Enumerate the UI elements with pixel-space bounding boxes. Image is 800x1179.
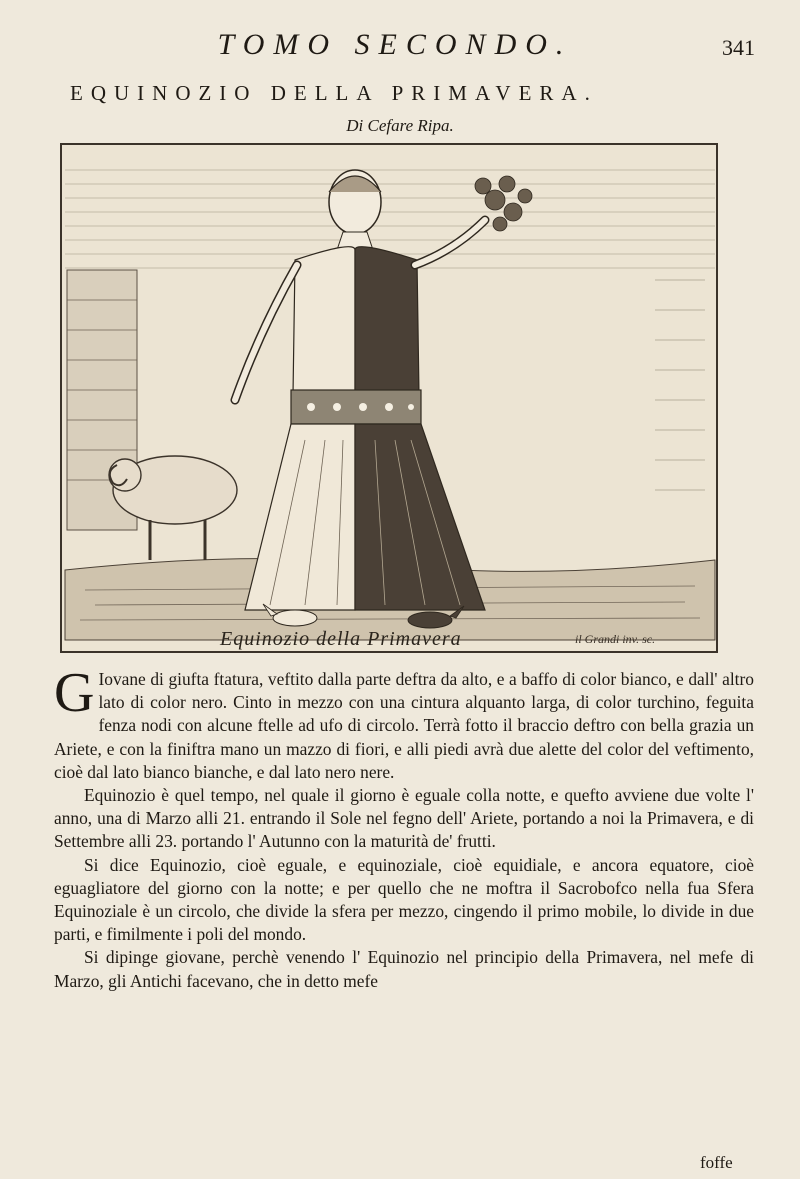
paragraph-1: [54, 662, 754, 784]
paragraph-1-text: Iovane di giufta ftatura, veftito dalla parte deftra da alto, e a baffo di color bianco, e dall' altro lato di color nero. Cinto in mezzo con una cintura alquanto larga, di color turchino, feguita fenza nodi con alcune ftelle ad ufo di circolo. Terrà fotto il braccio deftro con bella grazia un Ariete, e con la finiftra mano un mazzo di fiori, e alli piedi avrà due alette del color del veftimento, cioè dal lato bianco bianche, e dal lato nero nere.: [54, 669, 754, 782]
catchword: foffe: [700, 1153, 733, 1172]
page-number: 341: [722, 35, 755, 60]
paragraph-2: Equinozio è quel tempo, nel quale il giorno è eguale colla notte, e quefto avviene due volte l' anno, una di Marzo alli 21. entrando il Sole nel fegno dell' Ariete, portando a noi la Primavera, e di Settembre alli 23. portando l' Autunno con la maturità de' frutti.: [54, 785, 754, 852]
drop-cap: G: [54, 662, 95, 724]
author-attribution: Di Cefare Ripa.: [346, 116, 454, 135]
paragraph-3: Si dice Equinozio, cioè eguale, e equinoziale, cioè equidiale, e ancora equatore, cioè eguagliatore del giorno con la notte; e per quello che ne moftra il Sacrobofco nella fua Sfera Equinoziale è un circolo, che divide la sfera per mezzo, cingendo il primo mobile, lo divide in due parti, e fimilmente i poli del mondo.: [54, 854, 754, 945]
plate-signature: il Grandi inv. sc.: [575, 632, 656, 646]
paragraph-4: Si dipinge giovane, perchè venendo l' Equinozio nel principio della Primavera, nel mefe di Marzo, gli Antichi facevano, che in detto mefe: [54, 947, 754, 991]
plate-caption: Equinozio della Primavera: [220, 628, 462, 650]
running-title: TOMO SECONDO.: [217, 28, 573, 61]
section-title: EQUINOZIO DELLA PRIMAVERA.: [70, 81, 598, 105]
engraving-illustration: [55, 140, 725, 660]
body-text: [54, 662, 754, 993]
running-head: [0, 28, 800, 62]
